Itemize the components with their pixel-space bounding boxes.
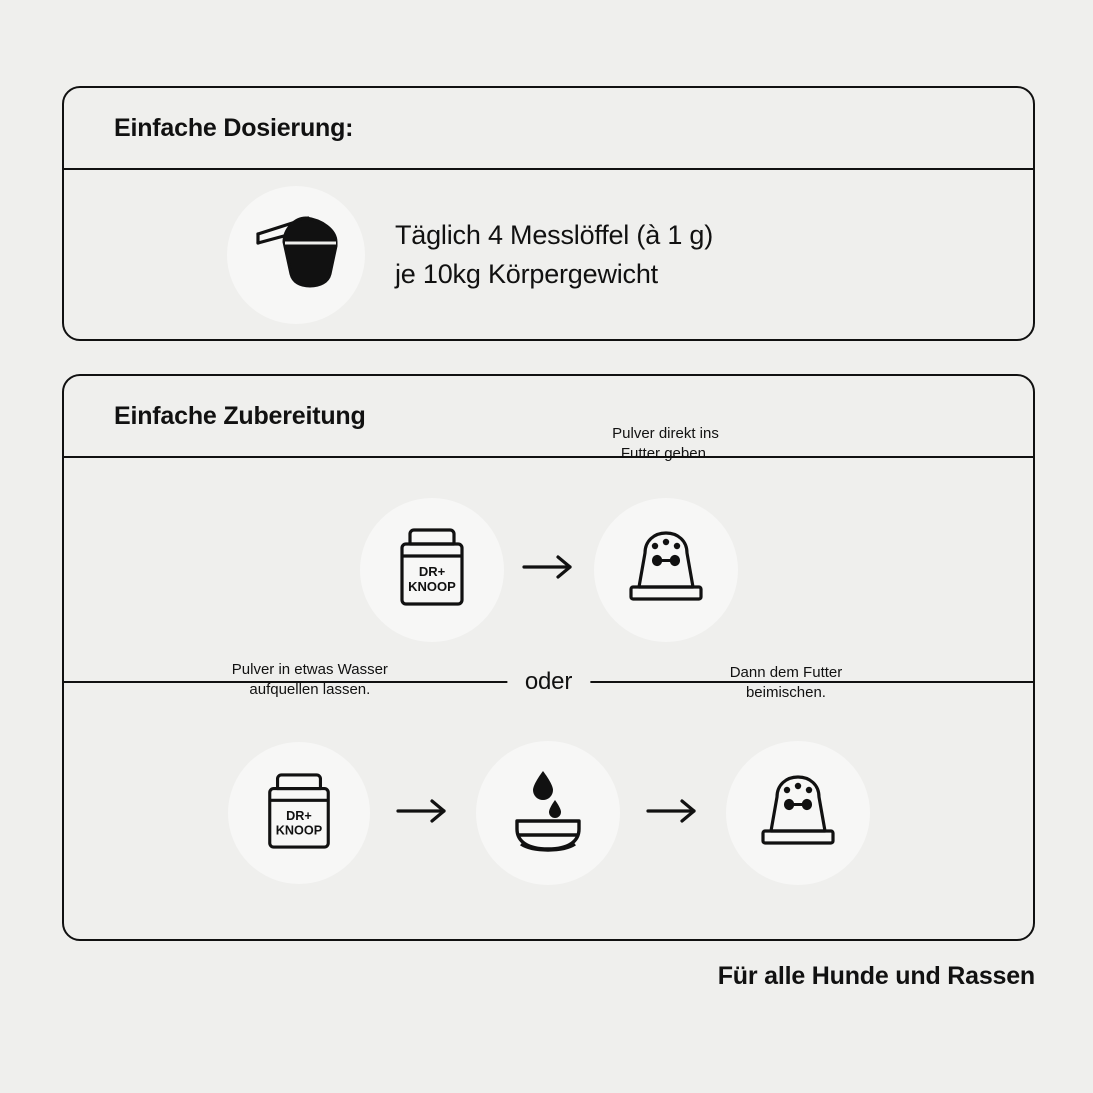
- preparation-title: Einfache Zubereitung: [114, 401, 366, 430]
- food-bag-badge-b: [726, 741, 870, 885]
- svg-text:KNOOP: KNOOP: [407, 579, 456, 594]
- caption-option-b-1-line1: Pulver in etwas Wasser: [231, 661, 388, 678]
- water-bowl-icon: [505, 765, 591, 862]
- step-powder-jar-a: [360, 498, 504, 642]
- dosage-instruction: [395, 216, 713, 293]
- caption-option-b-2-line1: Dann dem Futter: [729, 664, 843, 681]
- dosage-card: [62, 86, 1035, 341]
- powder-jar-badge-a: [360, 498, 504, 642]
- footer-note: Für alle Hunde und Rassen: [717, 962, 1035, 990]
- food-bag-icon: [757, 773, 839, 854]
- caption-option-b-1: [180, 660, 440, 701]
- arrow-right-icon: [522, 554, 576, 585]
- water-bowl-badge: [476, 741, 620, 885]
- preparation-option-a: [64, 424, 1033, 681]
- dosage-card-body: [64, 170, 1033, 339]
- arrow-b-2: [620, 798, 726, 829]
- dosage-title: Einfache Dosierung:: [114, 113, 354, 142]
- preparation-card: [62, 374, 1035, 941]
- step-water-bowl: [476, 741, 620, 885]
- dosage-card-header: [64, 88, 1033, 170]
- divider-label: oder: [507, 668, 590, 696]
- arrow-right-icon: [646, 798, 700, 829]
- caption-option-a-line1: Pulver direkt ins: [612, 424, 719, 442]
- svg-text:DR+: DR+: [418, 564, 445, 579]
- food-bag-icon: [625, 529, 707, 610]
- dosage-instruction-line1: Täglich 4 Messlöffel (à 1 g): [395, 220, 714, 251]
- food-bag-badge-a: [594, 498, 738, 642]
- svg-text:KNOOP: KNOOP: [275, 822, 322, 837]
- caption-option-b-1-line2: aufquellen lassen.: [249, 681, 371, 699]
- powder-jar-icon: [260, 769, 338, 858]
- powder-jar-icon: [392, 524, 472, 615]
- caption-option-b-2-line2: beimischen.: [745, 684, 826, 702]
- svg-text:DR+: DR+: [285, 808, 312, 823]
- step-powder-jar-b: [228, 661, 388, 884]
- measuring-scoop-icon: [244, 212, 348, 297]
- arrow-b-1: [370, 798, 476, 829]
- dosage-instruction-line2: je 10kg Körpergewicht: [395, 258, 658, 289]
- caption-option-a: [536, 424, 796, 465]
- step-food-bag-b: [726, 664, 870, 885]
- arrow-right-icon: [396, 798, 450, 829]
- caption-option-a-line2: Futter geben.: [620, 444, 711, 462]
- powder-jar-badge-b: [228, 742, 370, 884]
- measuring-scoop-badge: [227, 186, 365, 324]
- arrow-a-1: [504, 554, 594, 585]
- caption-option-b-2: [656, 663, 916, 704]
- step-food-bag-a: [594, 424, 738, 642]
